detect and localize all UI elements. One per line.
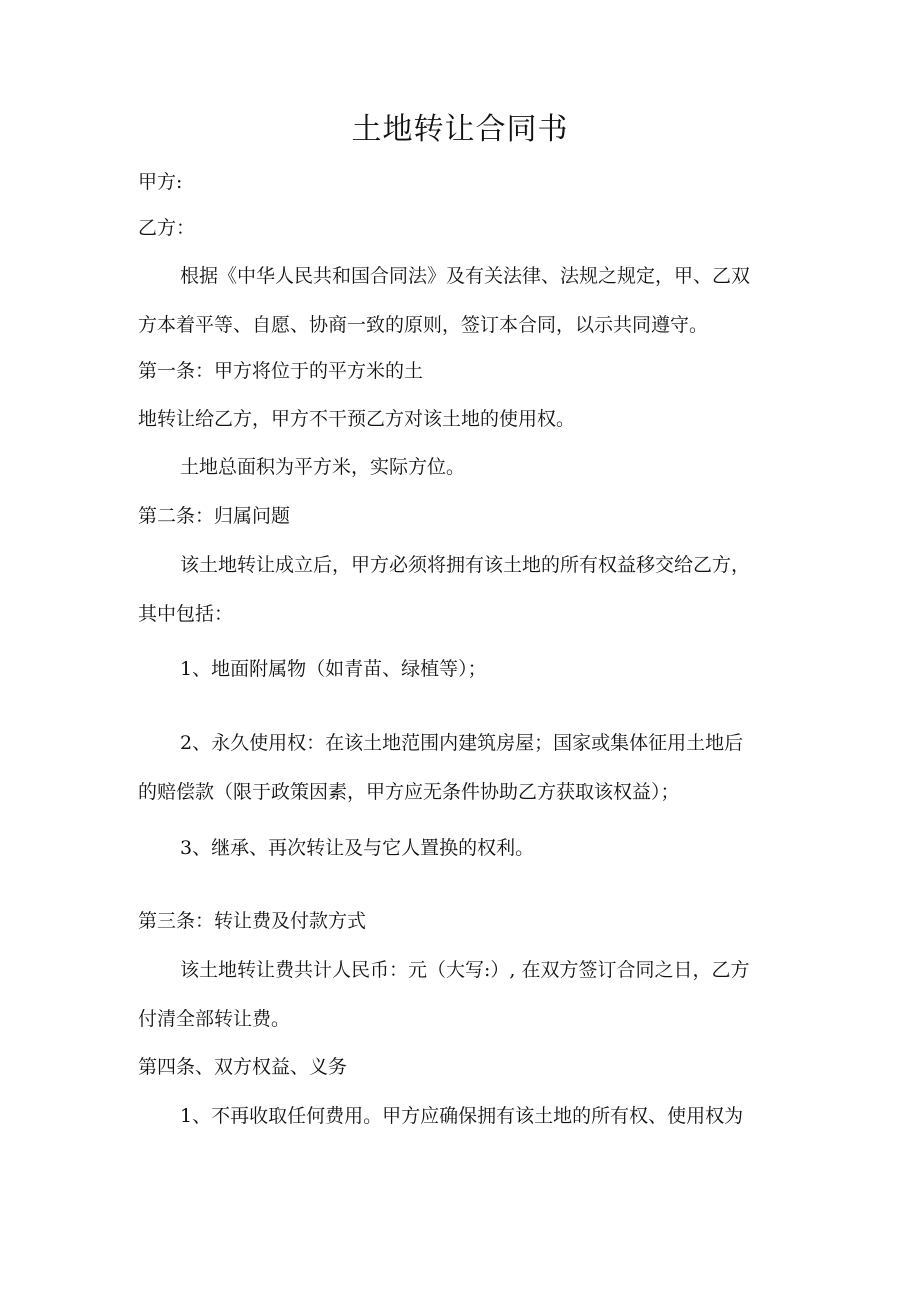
article-3-heading: 第三条：转让费及付款方式 <box>138 910 367 932</box>
article-2-item-2-line-1: 2、永久使用权：在该土地范围内建筑房屋；国家或集体征用土地后 <box>180 732 744 754</box>
preamble-line-1: 根据《中华人民共和国合同法》及有关法律、法规之规定，甲、乙双 <box>180 265 751 287</box>
article-2-item-3: 3、继承、再次转让及与它人置换的权利。 <box>180 837 535 859</box>
article-2-item-1: 1、地面附属物（如青苗、绿植等）； <box>180 658 487 680</box>
article-1-line-2: 地转让给乙方，甲方不干预乙方对该土地的使用权。 <box>138 408 576 430</box>
party-b-line: 乙方： <box>138 217 196 239</box>
article-4-heading: 第四条、双方权益、义务 <box>138 1056 348 1078</box>
article-2-line-2: 其中包括： <box>138 603 234 625</box>
document-title: 土地转让合同书 <box>351 112 569 147</box>
article-2-line-1: 该土地转让成立后，甲方必须将拥有该土地的所有权益移交给乙方， <box>180 554 751 576</box>
article-1-area-line: 土地总面积为平方米，实际方位。 <box>180 456 466 478</box>
party-a-line: 甲方: <box>138 171 183 193</box>
article-2-item-2-line-2: 的赔偿款（限于政策因素，甲方应无条件协助乙方获取该权益）； <box>138 781 680 803</box>
preamble-line-2: 方本着平等、自愿、协商一致的原则，签订本合同，以示共同遵守。 <box>138 314 709 336</box>
article-3-line-1: 该土地转让费共计人民币：元（大写:）, 在双方签订合同之日，乙方 <box>180 959 750 981</box>
article-2-heading: 第二条：归属问题 <box>138 505 291 527</box>
article-1-line-1: 第一条：甲方将位于的平方米的土 <box>138 360 424 382</box>
article-4-item-1: 1、不再收取任何费用。甲方应确保拥有该土地的所有权、使用权为 <box>180 1105 744 1127</box>
article-3-line-2: 付清全部转让费。 <box>138 1008 291 1030</box>
